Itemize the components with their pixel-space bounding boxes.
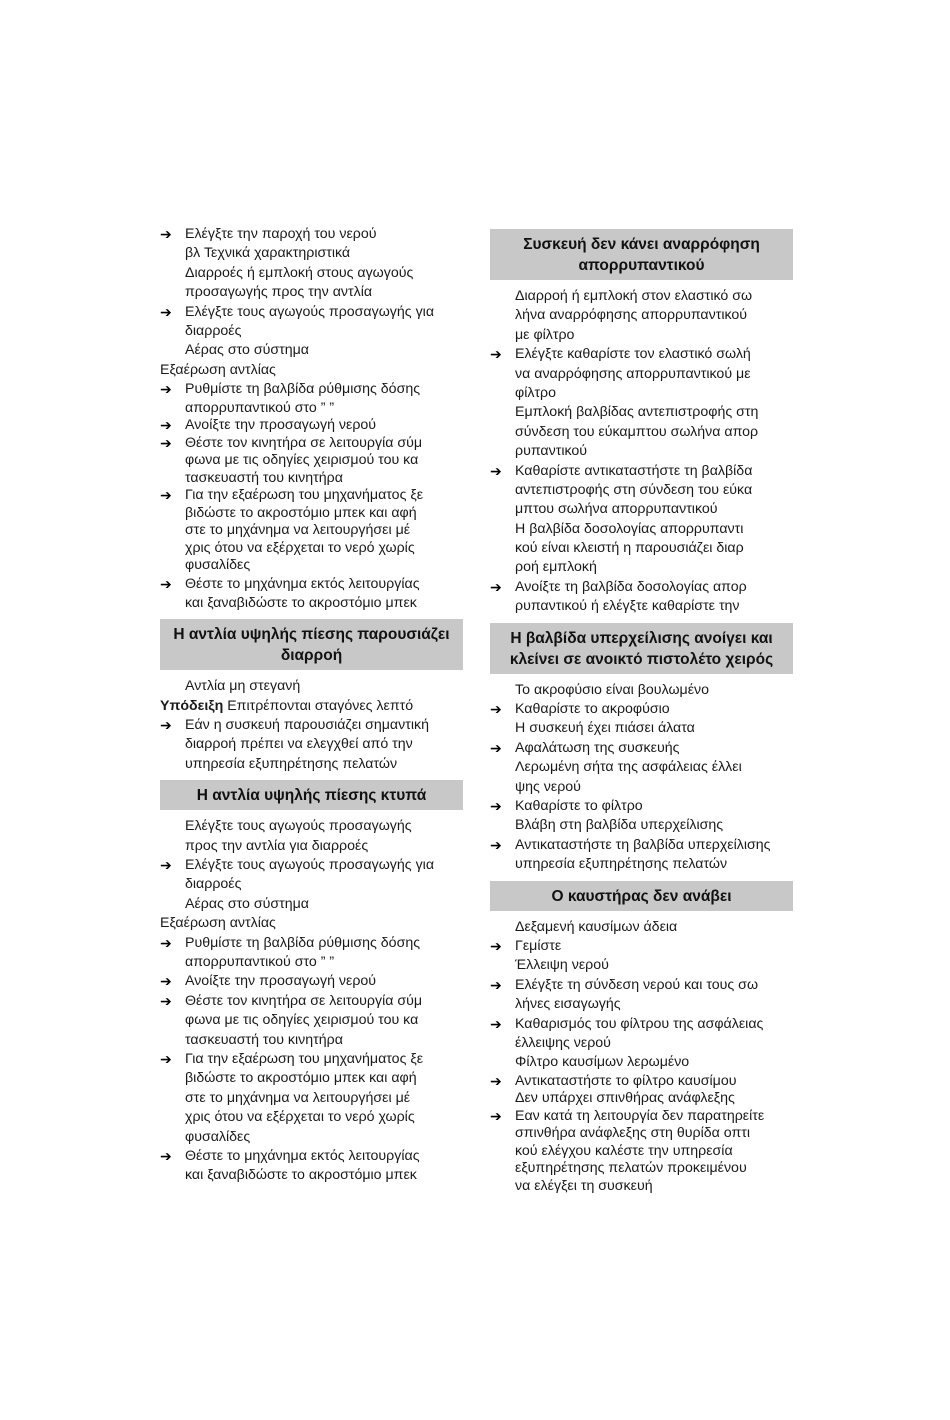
line-text: Εάν η συσκευή παρουσιάζει σημαντική: [185, 717, 429, 734]
arrow-right-icon: ➔: [490, 797, 502, 814]
note-text: Επιτρέπονται σταγόνες λεπτό: [223, 697, 414, 714]
action-item: [490, 700, 793, 719]
left-block-3: [160, 817, 463, 1185]
action-item: [490, 937, 793, 956]
line-text: Εμπλοκή βαλβίδας αντεπιστροφής στη: [515, 404, 759, 421]
text-line: [160, 735, 463, 754]
line-text: Η συσκευή έχει πιάσει άλατα: [515, 720, 695, 737]
line-text: προσαγωγής προς την αντλία: [185, 284, 373, 301]
text-line: [490, 681, 793, 700]
line-text: αντεπιστροφής στη σύνδεση του εύκα: [515, 481, 753, 498]
line-text: διαρροές: [185, 876, 242, 893]
text-line: [160, 341, 463, 360]
text-line: [160, 540, 463, 558]
line-text: Καθαρίστε αντικαταστήστε τη βαλβίδα: [515, 462, 753, 479]
left-block-1: [160, 225, 463, 613]
right-block-3: [490, 918, 793, 1196]
line-text: φυσαλίδες: [185, 557, 251, 574]
action-item: [160, 934, 463, 953]
line-text: Βλάβη στη βαλβίδα υπερχείλισης: [515, 817, 724, 834]
line-text: Φίλτρο καυσίμων λερωμένο: [515, 1054, 690, 1071]
action-item: [160, 716, 463, 735]
text-line: [160, 557, 463, 575]
text-line: [490, 1178, 793, 1196]
text-line: [490, 1034, 793, 1053]
text-line: [490, 365, 793, 384]
arrow-right-icon: ➔: [160, 575, 172, 592]
text-line: [490, 287, 793, 306]
line-text: Αέρας στο σύστημα: [185, 342, 309, 359]
action-item: [490, 462, 793, 481]
line-text: Ρυθμίστε τη βαλβίδα ρύθμισης δόσης: [185, 934, 421, 951]
arrow-right-icon: ➔: [160, 434, 172, 451]
arrow-right-icon: ➔: [160, 992, 172, 1009]
action-item: [160, 303, 463, 322]
text-line: [160, 1089, 463, 1108]
line-text: προς την αντλία για διαρροές: [185, 837, 369, 854]
text-line: [160, 875, 463, 894]
text-line: [160, 400, 463, 418]
arrow-right-icon: ➔: [160, 487, 172, 504]
line-text: απορρυπαντικού στο ” ”: [185, 399, 335, 416]
text-line: [160, 452, 463, 470]
line-text: Καθαρίστε το φίλτρο: [515, 797, 643, 814]
text-line: [160, 1108, 463, 1127]
text-line: [160, 244, 463, 263]
line-text: διαρροή πρέπει να ελεγχθεί από την: [185, 736, 413, 753]
line-text: να αναρρόφησης απορρυπαντικού με: [515, 365, 751, 382]
line-text: Λερωμένη σήτα της ασφάλειας έλλει: [515, 759, 742, 776]
line-text: Για την εξαέρωση του μηχανήματος ξε: [185, 487, 424, 504]
line-text: Θέστε το μηχάνημα εκτός λειτουργίας: [185, 575, 420, 592]
text-line: [490, 918, 793, 937]
line-text: Διαρροές ή εμπλοκή στους αγωγούς: [185, 264, 414, 281]
text-line: [490, 326, 793, 345]
text-line: [160, 1128, 463, 1147]
text-line: [160, 361, 463, 380]
line-text: Εξαέρωση αντλίας: [160, 915, 276, 932]
line-text: Ελέγξτε τους αγωγούς προσαγωγής: [185, 818, 412, 835]
action-item: [490, 1108, 793, 1126]
line-text: Γεμίστε: [515, 937, 562, 954]
section-heading-no-detergent: Συσκευή δεν κάνει αναρρόφηση απορρυπαντικού: [490, 229, 793, 280]
line-text: Ελέγξτε καθαρίστε τον ελαστικό σωλή: [515, 346, 751, 363]
line-text: Θέστε το μηχάνημα εκτός λειτουργίας: [185, 1147, 420, 1164]
note-label: Υπόδειξη: [160, 697, 224, 714]
text-line: [160, 1069, 463, 1088]
action-item: [490, 976, 793, 995]
text-line: [160, 837, 463, 856]
line-text: Εαν κατά τη λειτουργία δεν παρατηρείτε: [515, 1107, 765, 1124]
left-block-2-items: [160, 716, 463, 774]
arrow-right-icon: ➔: [160, 303, 172, 320]
arrow-right-icon: ➔: [160, 381, 172, 398]
section-heading-overflow-valve: Η βαλβίδα υπερχείλισης ανοίγει και κλείνει σε ανοικτό πιστολέτο χειρός: [490, 623, 793, 674]
text-line: [490, 1125, 793, 1143]
note-line: [160, 697, 463, 716]
text-line: [490, 719, 793, 738]
right-block-1: [490, 287, 793, 617]
action-item: [490, 797, 793, 816]
text-line: [490, 520, 793, 539]
text-line: [490, 539, 793, 558]
text-line: [160, 1166, 463, 1185]
line-text: διαρροές: [185, 322, 242, 339]
right-column: [490, 225, 793, 1195]
action-item: [160, 1147, 463, 1166]
text-line: [490, 778, 793, 797]
text-line: [490, 1090, 793, 1108]
action-item: [160, 856, 463, 875]
line-text: Εξαέρωση αντλίας: [160, 361, 276, 378]
line-text: έλλειψης νερού: [515, 1034, 611, 1051]
arrow-right-icon: ➔: [160, 857, 172, 874]
line-text: Το ακροφύσιο είναι βουλωμένο: [515, 681, 710, 698]
line-text: στε το μηχάνημα να λειτουργήσει μέ: [185, 522, 411, 539]
text-line: [490, 442, 793, 461]
text-line: [160, 322, 463, 341]
text-line: Αντλία μη στεγανή: [185, 678, 301, 695]
text-line: [490, 1143, 793, 1161]
action-item: [160, 575, 463, 594]
action-item: [490, 345, 793, 364]
line-text: λήνα αναρρόφησης απορρυπαντικού: [515, 307, 748, 324]
arrow-right-icon: ➔: [490, 836, 502, 853]
text-line: [160, 1011, 463, 1030]
line-text: Η βαλβίδα δοσολογίας απορρυπαντι: [515, 520, 744, 537]
line-text: κού είναι κλειστή η παρουσιάζει διαρ: [515, 540, 744, 557]
action-item: [160, 417, 463, 435]
line-text: εξυπηρέτησης πελατών προκειμένου: [515, 1160, 747, 1177]
line-text: λήνες εισαγωγής: [515, 996, 621, 1013]
text-line: [160, 505, 463, 523]
line-text: φωνα με τις οδηγίες χειρισμού του κα: [185, 452, 419, 469]
line-text: Αντικαταστήστε το φίλτρο καυσίμου: [515, 1072, 737, 1089]
line-text: Ελέγξτε την παροχή του νερού: [185, 226, 377, 242]
arrow-right-icon: ➔: [160, 934, 172, 951]
text-line: [490, 816, 793, 835]
arrow-right-icon: ➔: [490, 937, 502, 954]
arrow-right-icon: ➔: [160, 417, 172, 434]
arrow-right-icon: ➔: [490, 739, 502, 756]
text-line: [490, 995, 793, 1014]
line-text: φίλτρο: [515, 384, 557, 401]
line-text: ρυπαντικού: [515, 443, 588, 460]
line-text: Αέρας στο σύστημα: [185, 895, 309, 912]
action-item: [160, 435, 463, 453]
line-text: Έλλειψη νερού: [515, 957, 609, 974]
left-block-2: [160, 677, 463, 774]
arrow-right-icon: ➔: [490, 578, 502, 595]
arrow-right-icon: ➔: [490, 1072, 502, 1089]
line-text: βιδώστε το ακροστόμιο μπεκ και αφή: [185, 1070, 417, 1087]
line-text: Ανοίξτε την προσαγωγή νερού: [185, 417, 377, 434]
arrow-right-icon: ➔: [490, 701, 502, 718]
line-text: τασκευαστή του κινητήρα: [185, 469, 343, 486]
line-text: ψης νερού: [515, 778, 581, 795]
text-line: [490, 855, 793, 874]
text-line: [490, 558, 793, 577]
text-line: [490, 956, 793, 975]
line-text: τασκευαστή του κινητήρα: [185, 1031, 343, 1048]
text-line: [490, 1160, 793, 1178]
text-line: [490, 758, 793, 777]
line-text: Αφαλάτωση της συσκευής: [515, 739, 680, 756]
line-text: Δεξαμενή καυσίμων άδεια: [515, 918, 678, 935]
arrow-right-icon: ➔: [160, 1050, 172, 1067]
text-line: [490, 500, 793, 519]
line-text: φωνα με τις οδηγίες χειρισμού του κα: [185, 1012, 419, 1029]
line-text: φυσαλίδες: [185, 1128, 251, 1145]
line-text: χρις ότου να εξέρχεται το νερό χωρίς: [185, 1109, 415, 1126]
line-text: Ελέγξτε τη σύνδεση νερού και τους σω: [515, 976, 759, 993]
arrow-right-icon: ➔: [490, 976, 502, 993]
line-text: Ρυθμίστε τη βαλβίδα ρύθμισης δόσης: [185, 381, 421, 398]
action-item: [490, 1015, 793, 1034]
line-text: με φίλτρο: [515, 326, 575, 343]
line-text: υπηρεσία εξυπηρέτησης πελατών: [515, 856, 728, 873]
line-text: βιδώστε το ακροστόμιο μπεκ και αφή: [185, 504, 417, 521]
arrow-right-icon: ➔: [490, 462, 502, 479]
line-text: ροή εμπλοκή: [515, 559, 597, 576]
line-text: Διαρροή ή εμπλοκή στον ελαστικό σω: [515, 288, 753, 304]
arrow-right-icon: ➔: [160, 973, 172, 990]
arrow-right-icon: ➔: [160, 226, 172, 242]
right-block-2: [490, 681, 793, 875]
action-item: [490, 739, 793, 758]
text-line: [490, 306, 793, 325]
text-line: [160, 895, 463, 914]
left-column: [160, 225, 463, 1186]
line-text: Δεν υπάρχει σπινθήρας ανάφλεξης: [515, 1090, 735, 1107]
text-line: [160, 470, 463, 488]
line-text: να ελέγξει τη συσκευή: [515, 1177, 653, 1194]
action-item: [490, 1073, 793, 1091]
line-text: απορρυπαντικού στο ” ”: [185, 953, 335, 970]
text-line: [490, 423, 793, 442]
line-text: Για την εξαέρωση του μηχανήματος ξε: [185, 1050, 424, 1067]
text-line: [490, 1053, 793, 1072]
line-text: Ανοίξτε την προσαγωγή νερού: [185, 973, 377, 990]
line-text: Ελέγξτε τους αγωγούς προσαγωγής για: [185, 303, 435, 320]
line-text: χρις ότου να εξέρχεται το νερό χωρίς: [185, 539, 415, 556]
line-text: Ελέγξτε τους αγωγούς προσαγωγής για: [185, 857, 435, 874]
arrow-right-icon: ➔: [160, 717, 172, 734]
arrow-right-icon: ➔: [490, 346, 502, 363]
action-item: [160, 225, 463, 244]
line-text: Καθαρίστε το ακροφύσιο: [515, 701, 670, 718]
line-text: βλ Τεχνικά χαρακτηριστικά: [185, 245, 351, 262]
section-heading-pump-knocks: Η αντλία υψηλής πίεσης κτυπά: [160, 780, 463, 810]
line-text: Αντικαταστήστε τη βαλβίδα υπερχείλισης: [515, 836, 771, 853]
text-line: [160, 755, 463, 774]
line-text: σύνδεση του εύκαμπτου σωλήνα απορ: [515, 423, 759, 440]
arrow-right-icon: ➔: [490, 1015, 502, 1032]
action-item: [160, 380, 463, 399]
text-line: [160, 1031, 463, 1050]
action-item: [160, 487, 463, 505]
text-line: [490, 403, 793, 422]
text-line: [160, 594, 463, 613]
section-heading-burner: Ο καυστήρας δεν ανάβει: [490, 881, 793, 911]
text-line: [490, 597, 793, 616]
line-text: Ανοίξτε τη βαλβίδα δοσολογίας απορ: [515, 578, 747, 595]
line-text: σπινθήρα ανάφλεξης στη θυρίδα οπτι: [515, 1125, 750, 1142]
section-heading-pump-leak: Η αντλία υψηλής πίεσης παρουσιάζει διαρροή: [160, 619, 463, 670]
line-text: Καθαρισμός του φίλτρου της ασφάλειας: [515, 1015, 764, 1032]
line-text: Θέστε τον κινητήρα σε λειτουργία σύμ: [185, 992, 423, 1009]
action-item: [160, 972, 463, 991]
action-item: [160, 1050, 463, 1069]
line-text: κού ελέγχου καλέστε την υπηρεσία: [515, 1142, 733, 1159]
line-text: ρυπαντικού ή ελέγξτε καθαρίστε την: [515, 598, 740, 615]
text-line: [160, 914, 463, 933]
text-line: [160, 522, 463, 540]
line-text: Θέστε τον κινητήρα σε λειτουργία σύμ: [185, 434, 423, 451]
line-text: υπηρεσία εξυπηρέτησης πελατών: [185, 755, 398, 772]
text-line: [160, 817, 463, 836]
line-text: στε το μηχάνημα να λειτουργήσει μέ: [185, 1089, 411, 1106]
line-text: και ξαναβιδώστε το ακροστόμιο μπεκ: [185, 594, 417, 611]
text-line: [490, 481, 793, 500]
text-line: [490, 384, 793, 403]
text-line: [160, 953, 463, 972]
action-item: [160, 992, 463, 1011]
line-text: και ξαναβιδώστε το ακροστόμιο μπεκ: [185, 1167, 417, 1184]
line-text: μπτου σωλήνα απορρυπαντικού: [515, 501, 718, 518]
arrow-right-icon: ➔: [160, 1147, 172, 1164]
text-line: [160, 264, 463, 283]
action-item: [490, 836, 793, 855]
action-item: [490, 578, 793, 597]
text-line: [160, 283, 463, 302]
arrow-right-icon: ➔: [490, 1107, 502, 1124]
